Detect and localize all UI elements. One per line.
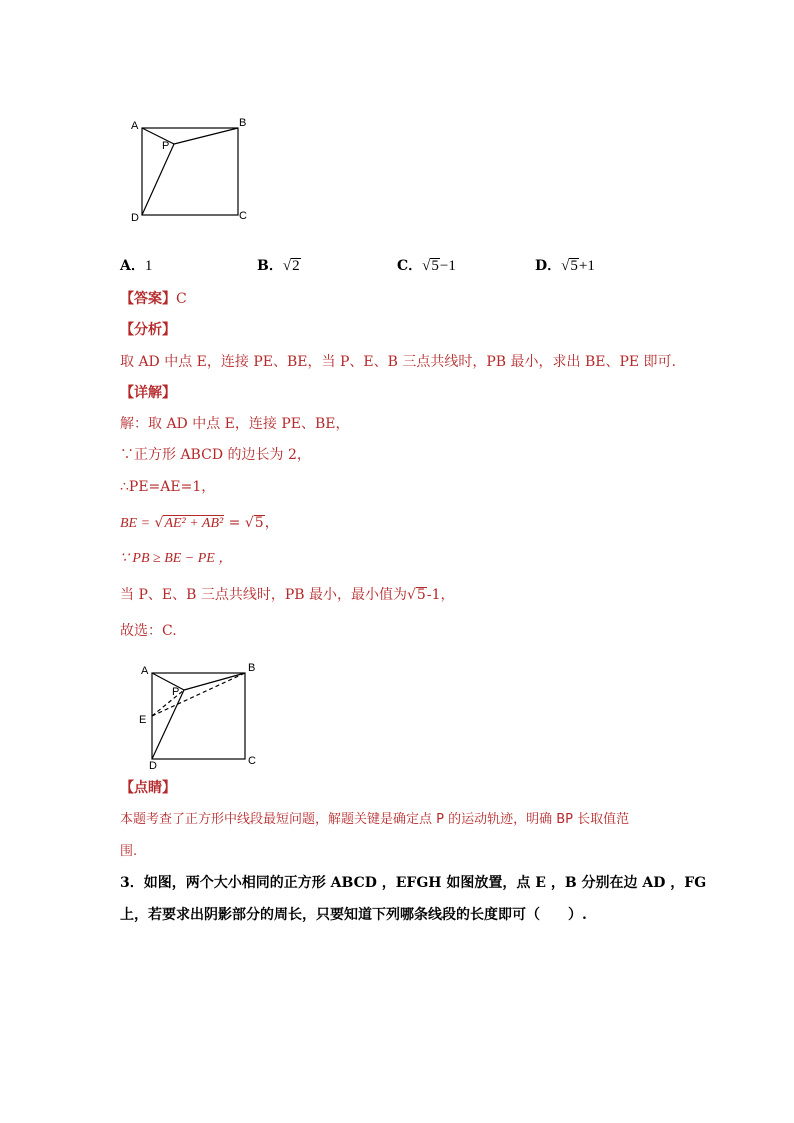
- option-d-letter: D．: [535, 258, 562, 274]
- detail-line-6-pre: 当 P、E、B 三点共线时，PB 最小，最小值为: [120, 587, 407, 603]
- option-d-radicand: 5: [570, 258, 578, 274]
- option-d: [535, 255, 595, 275]
- detail-line-4-radicand: AE² + AB²: [164, 516, 224, 531]
- option-d-value: √5: [561, 258, 578, 274]
- option-c-tail: −1: [439, 258, 456, 274]
- option-a-letter: A．: [120, 258, 145, 274]
- segment-dp: [142, 144, 174, 215]
- detail-tag: 【详解】: [120, 385, 176, 401]
- detail-line-7: 故选：C.: [120, 623, 177, 639]
- detail-line-6-radicand: 5: [416, 587, 426, 603]
- answer-tag: 【答案】: [120, 291, 176, 307]
- answer-line: [120, 289, 187, 309]
- label-b-2: B: [248, 662, 256, 674]
- detail-line-1: 解：取 AD 中点 E，连接 PE、BE，: [120, 416, 350, 432]
- option-c: [397, 255, 456, 275]
- square-outline: [142, 128, 238, 215]
- detail-line-6-post: -1，: [426, 587, 455, 603]
- figure-square-abcd-pe: [132, 658, 267, 770]
- option-c-letter: C．: [397, 258, 423, 274]
- label-d-2: D: [149, 760, 157, 770]
- question-3-line-1: 3．如图，两个大小相同的正方形 ABCD ，EFGH 如图放置，点 E ，B 分别在边 AD ，FG: [120, 875, 707, 891]
- comment-tag: 【点睛】: [120, 780, 176, 796]
- detail-line-2: ∵正方形 ABCD 的边长为 2，: [120, 447, 311, 463]
- detail-line-3: ∴PE=AE=1，: [120, 479, 216, 495]
- segment-dp-2: [152, 690, 184, 759]
- answer-value: C: [176, 291, 187, 307]
- analysis-text: 取 AD 中点 E，连接 PE、BE，当 P、E、B 三点共线时，PB 最小，求出 BE、PE 即可.: [120, 354, 676, 370]
- option-b-letter: B．: [257, 258, 283, 274]
- analysis-tag: 【分析】: [120, 322, 176, 338]
- segment-bp: [174, 128, 238, 144]
- option-b-value: √2: [282, 258, 300, 274]
- label-b: B: [239, 117, 247, 129]
- segment-eb-dashed: [152, 673, 245, 716]
- label-c-2: C: [248, 755, 256, 767]
- question-3-line-2: 上，若要求出阴影部分的周长，只要知道下列哪条线段的长度即可（ ）.: [120, 907, 587, 923]
- figure-square-abcd-p: [125, 112, 255, 227]
- detail-line-4: [120, 513, 279, 534]
- option-a-value: 1: [144, 258, 153, 274]
- label-p-2: P: [172, 686, 180, 698]
- comment-line-1: 本题考查了正方形中线段最短问题，解题关键是确定点 P 的运动轨迹，明确 BP 长取值范: [120, 812, 630, 827]
- segment-bp-2: [184, 673, 245, 690]
- option-b: [257, 255, 301, 275]
- detail-line-4-left: BE =: [120, 516, 151, 531]
- label-p: P: [162, 140, 170, 152]
- option-c-value: √5: [422, 258, 439, 274]
- label-a: A: [131, 120, 139, 132]
- label-e-2: E: [139, 714, 147, 726]
- detail-line-5: ∵ PB ≥ BE − PE ，: [120, 551, 233, 566]
- option-d-tail: +1: [578, 258, 595, 274]
- detail-line-4-result: √5: [244, 515, 264, 531]
- label-d: D: [131, 212, 139, 224]
- option-a: [120, 255, 152, 275]
- option-c-radicand: 5: [431, 258, 439, 274]
- label-a-2: A: [141, 665, 149, 677]
- label-c: C: [239, 210, 247, 222]
- detail-line-6-sqrt: √5: [407, 587, 426, 603]
- detail-line-6: [120, 585, 454, 605]
- option-b-radicand: 2: [292, 258, 300, 274]
- comment-line-2: 围.: [120, 844, 138, 859]
- detail-line-4-eq: =: [224, 515, 245, 531]
- detail-line-4-right: 5: [254, 515, 264, 531]
- detail-line-4-end: ，: [264, 515, 279, 531]
- detail-line-4-sqrt: √AE² + AB²: [154, 515, 224, 531]
